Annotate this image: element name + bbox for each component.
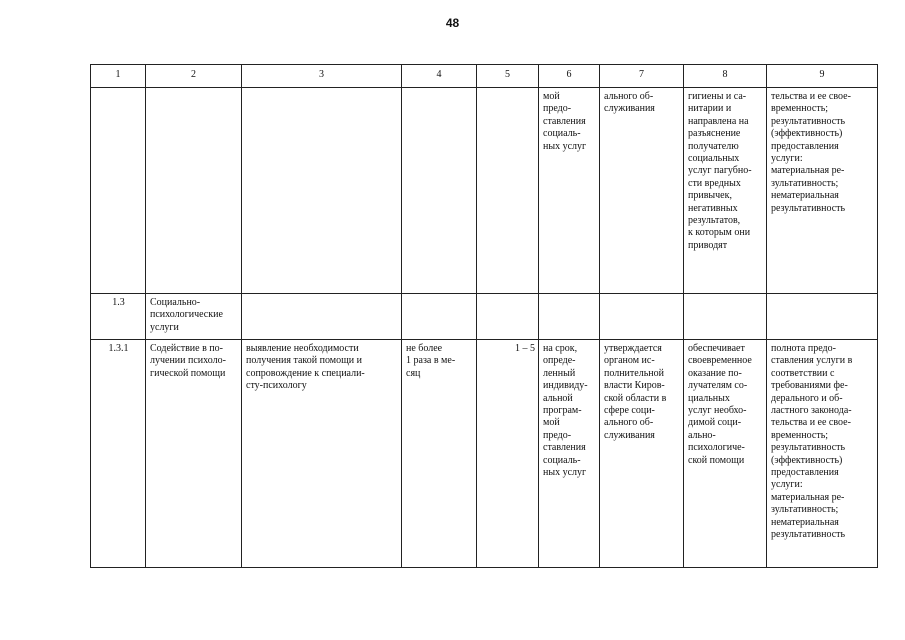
table-cell [402,88,477,294]
table-cell [242,294,402,340]
column-number-row [91,65,878,88]
column-header: 8 [684,65,767,88]
table-cell: гигиены и са- нитарии и направлена на разъяснение получателю социальных услуг пагубно- сти вредных привычек, негативных результатов, к которым они приводят [684,88,767,294]
table-cell: мой предо- ставления социаль- ных услуг [539,88,600,294]
table-cell: не более 1 раза в ме- сяц [402,340,477,568]
table-cell [146,88,242,294]
page-number: 48 [445,16,460,30]
table-cell [539,294,600,340]
table-cell: 1 – 5 [477,340,539,568]
table-cell [91,88,146,294]
table-cell: ального об- служивания [600,88,684,294]
table-cell [600,294,684,340]
table-cell: 1.3.1 [91,340,146,568]
table-cell [477,294,539,340]
table-row-continuation [91,88,878,294]
table-cell: полнота предо- ставления услуги в соответствии с требованиями фе- дерального и об- ластного законода- тельства и ее свое- временность; результативность (эффективность) предоставления услуги: материальная ре- зультативность; нематериальная результативность [767,340,878,568]
table-cell: выявление необходимости получения такой помощи и сопровождение к специали- сту-психологу [242,340,402,568]
table-cell: тельства и ее свое- временность; результативность (эффективность) предоставления услуги: материальная ре- зультативность; нематериальная результативность [767,88,878,294]
table-row-section [91,294,878,340]
column-header: 6 [539,65,600,88]
table-cell: на срок, опреде- ленный индивиду- альной програм- мой предо- ставления социаль- ных услуг [539,340,600,568]
column-header: 9 [767,65,878,88]
table-cell [402,294,477,340]
table-cell [684,294,767,340]
table-cell: утверждается органом ис- полнительной власти Киров- ской области в сфере соци- ального об- служивания [600,340,684,568]
table-cell [767,294,878,340]
table-cell: обеспечивает своевременное оказание по- лучателям со- циальных услуг необхо- димой соци- ально- психологиче- ской помощи [684,340,767,568]
table-cell: 1.3 [91,294,146,340]
services-table [90,64,878,568]
column-header: 7 [600,65,684,88]
table-cell: Социально- психологические услуги [146,294,242,340]
table-cell: Содействие в по- лучении психоло- гической помощи [146,340,242,568]
column-header: 3 [242,65,402,88]
column-header: 1 [91,65,146,88]
column-header: 5 [477,65,539,88]
column-header: 4 [402,65,477,88]
table-row-service [91,340,878,568]
table-cell [242,88,402,294]
column-header: 2 [146,65,242,88]
table-cell [477,88,539,294]
